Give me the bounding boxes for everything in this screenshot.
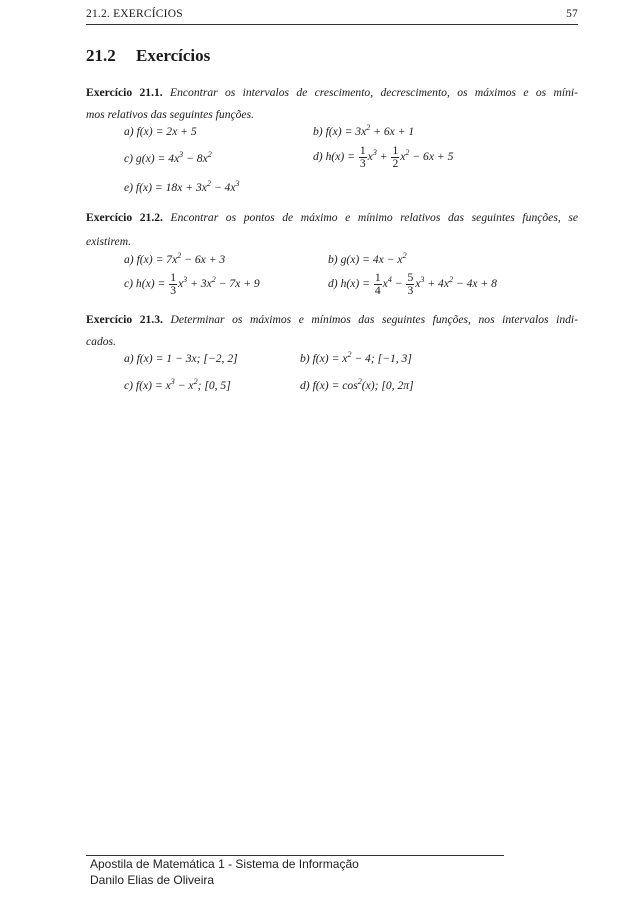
exercise-statement-cont: existirem.: [86, 235, 131, 248]
ex2-item-c: c) h(x) = $\frac{1}{3}$ $x^3 + 3x^2 - 7x + 9$: [124, 271, 260, 297]
ex1-item-c: c) $g(x) = 4x^3 - 8x^2$: [124, 150, 212, 165]
section-title: Exercícios: [136, 46, 211, 65]
ex2-item-d: d) h(x) = $\frac{1}{4}$ $x^4$ − $\frac{5}{3}$ $x^3 + 4x^2 - 4x + 8$: [328, 271, 497, 297]
exercise-label: Exercício 21.2.: [86, 211, 163, 224]
exercise-label: Exercício 21.3.: [86, 313, 163, 326]
ex1-item-b: b) $f(x) = 3x^2 + 6x + 1$: [313, 123, 415, 138]
fraction: $\frac{1}{2}$: [392, 144, 399, 170]
exercise-statement-cont: mos relativos das seguintes funções.: [86, 108, 254, 121]
section-number: 21.2: [86, 46, 116, 65]
exercise-statement-cont: cados.: [86, 335, 116, 348]
exercise-statement: Encontrar os intervalos de crescimento, decrescimento, os máximos e os míni-: [170, 86, 578, 99]
section-heading: [86, 46, 210, 66]
fraction: $\frac{5}{3}$: [407, 271, 414, 297]
running-header: [86, 8, 578, 24]
ex3-item-a: a) f(x) = 1 − 3x; [−2, 2]: [124, 352, 238, 365]
header-section: 21.2. EXERCÍCIOS: [86, 8, 183, 20]
fraction: $\frac{1}{3}$: [170, 271, 177, 297]
exercise-statement: Determinar os máximos e mínimos das seguintes funções, nos intervalos indi-: [170, 313, 578, 326]
header-rule: [86, 24, 578, 25]
ex1-item-d: d) h(x) = $\frac{1}{3}$ $x^3$ + $\frac{1}{2}$ $x^2 - 6x + 5$: [313, 144, 454, 170]
exercise-label: Exercício 21.1.: [86, 86, 163, 99]
page-number: 57: [566, 8, 578, 20]
footer-author: Danilo Elias de Oliveira: [90, 873, 215, 887]
fraction: $\frac{1}{4}$: [374, 271, 381, 297]
ex3-item-c: c) $f(x) = x^3 - x^2$; [0, 5]: [124, 377, 231, 392]
ex2-item-a: a) $f(x) = 7x^2 - 6x + 3$: [124, 251, 226, 266]
fraction: $\frac{1}{3}$: [359, 144, 366, 170]
ex1-item-a: a) f(x) = 2x + 5: [124, 125, 197, 138]
footer-rule: [86, 855, 504, 856]
ex1-item-e: e) $f(x) = 18x + 3x^2 - 4x^3$: [124, 179, 240, 194]
ex3-item-b: b) $f(x) = x^2 - 4$; [−1, 3]: [300, 350, 412, 365]
footer-course: Apostila de Matemática 1 - Sistema de Informação: [90, 857, 359, 871]
ex3-item-d: d) $f(x) = \cos^2(x)$; [0, 2π]: [300, 377, 414, 392]
ex2-item-b: b) $g(x) = 4x - x^2$: [328, 251, 407, 266]
exercise-statement: Encontrar os pontos de máximo e mínimo relativos das seguintes funções, se: [170, 211, 578, 224]
